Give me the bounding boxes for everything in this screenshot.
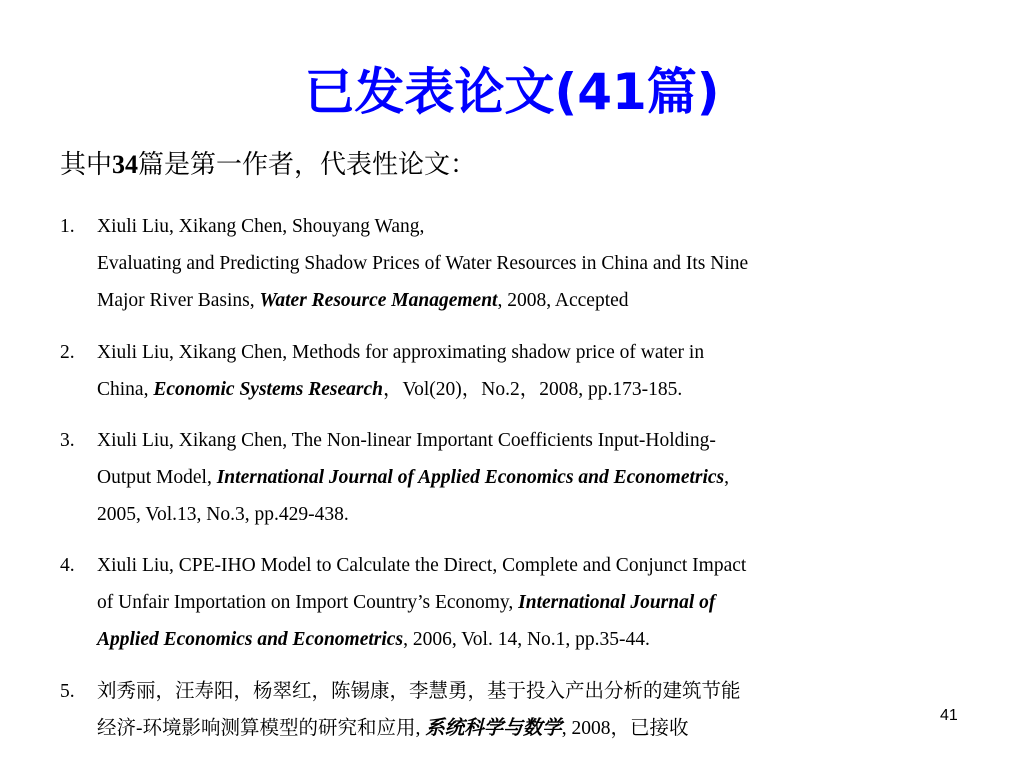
publication-text: 经济-环境影响测算模型的研究和应用,	[97, 718, 426, 739]
publication-text: , 2008，已接收	[561, 718, 689, 739]
subtitle-after: 篇是第一作者，代表性论文：	[138, 150, 477, 179]
publication-authors-title: Xiuli Liu, Xikang Chen, The Non-linear Important Coefficients Input-Holding-	[97, 430, 716, 451]
list-marker: 2.	[60, 342, 75, 363]
publication-source-line	[97, 584, 746, 621]
publication-authors-title: 刘秀丽，汪寿阳，杨翠红，陈锡康，李慧勇，基于投入产出分析的建筑节能	[97, 681, 741, 702]
publication-item	[60, 334, 704, 408]
publication-source-line	[97, 459, 729, 496]
publication-text: , 2006, Vol. 14, No.1, pp.35-44.	[403, 629, 650, 650]
page-number: 41	[940, 707, 958, 724]
list-marker: 5.	[60, 681, 75, 702]
list-marker: 4.	[60, 555, 75, 576]
publication-item	[60, 547, 746, 658]
journal-name: Economic Systems Research	[153, 379, 384, 400]
publication-authors-title: Xiuli Liu, CPE-IHO Model to Calculate the Direct, Complete and Conjunct Impact	[97, 555, 747, 576]
publication-source-line	[97, 282, 748, 319]
subtitle-before: 其中	[60, 150, 113, 179]
publication-source-line	[97, 371, 704, 408]
slide-subtitle	[60, 146, 476, 184]
publication-text: ,	[724, 467, 730, 488]
publication-text: China,	[97, 379, 154, 400]
subtitle-count: 34	[112, 150, 139, 179]
journal-name: International Journal of Applied Economics and Econometrics	[216, 467, 725, 488]
publication-text: Output Model,	[97, 467, 217, 488]
publication-authors: Xiuli Liu, Xikang Chen, Shouyang Wang,	[97, 216, 425, 237]
publication-authors-title: Xiuli Liu, Xikang Chen, Methods for approximating shadow price of water in	[97, 342, 705, 363]
slide-title: 已发表论文(41篇)	[304, 63, 720, 121]
publication-item	[60, 673, 741, 747]
publication-details: 2005, Vol.13, No.3, pp.429-438.	[97, 504, 349, 525]
list-marker: 3.	[60, 430, 75, 451]
journal-name: Water Resource Management	[259, 290, 498, 311]
publication-title: Evaluating and Predicting Shadow Prices of Water Resources in China and Its Nine	[97, 253, 749, 274]
journal-name: Applied Economics and Econometrics	[97, 629, 404, 650]
journal-name: International Journal of	[518, 592, 716, 613]
list-marker: 1.	[60, 216, 75, 237]
publication-source-line	[97, 710, 741, 747]
publication-details	[97, 621, 746, 658]
publication-text: Major River Basins,	[97, 290, 260, 311]
journal-name: 系统科学与数学	[425, 718, 562, 739]
publication-item	[60, 208, 748, 319]
publication-text: of Unfair Importation on Import Country’s Economy,	[97, 592, 519, 613]
publication-text: ，Vol(20)，No.2，2008, pp.173-185.	[383, 379, 683, 400]
publication-text: , 2008, Accepted	[497, 290, 629, 311]
publication-item	[60, 422, 729, 533]
